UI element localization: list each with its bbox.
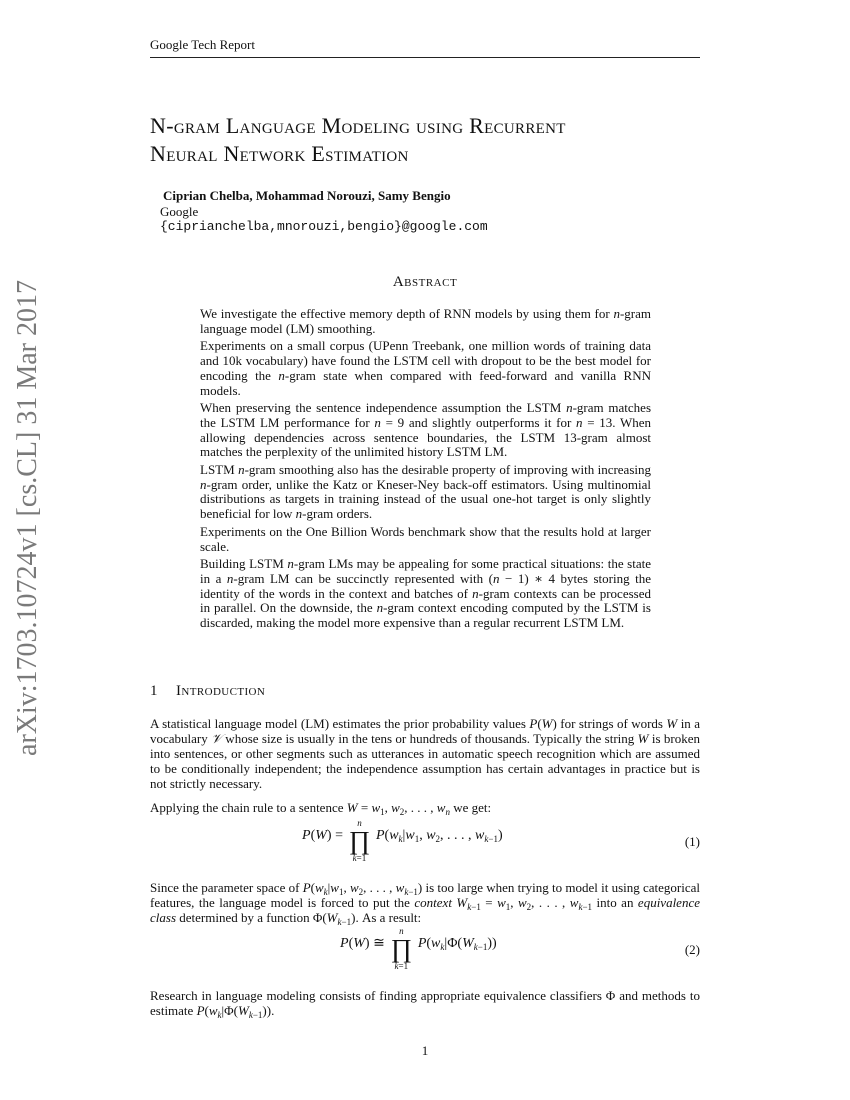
intro-paragraph-1: A statistical language model (LM) estimates the prior probability values P(W) for strings of words W in a vocabulary 𝒱 whose size is usually in the tens or hundreds of thousands. Typically the string W is broken into sentences, or other segments such as utterances in automatic speech recognition which are assumed to be conditionally independent; the independence assumption has certain advantages in practice but is not strictly necessary. [150,716,700,791]
abstract-heading: Abstract [392,274,458,290]
author-list: Ciprian Chelba, Mohammad Norouzi, Samy Bengio [163,188,451,203]
product-operator: n ∏ k=1 [348,818,371,863]
abstract-body [200,307,651,634]
page-number: 1 [421,1043,429,1058]
paper-title [150,112,710,168]
intro-paragraph-3: Since the parameter space of $P(w_k|w_1$, $w_2$, . . . , $w_{k-1}$) is too large when trying to model it using categorical features, the language model is forced to put the context $W_{k-1} = w_1$, $w_2$, . . . , $w_{k-1}$ into an equivalence class determined by a function $\Phi(W_{k-1})$. As a result: [150,880,701,927]
equation-2 [150,926,700,971]
section-number: 1 [150,683,158,699]
abstract-paragraph: We investigate the effective memory depth of RNN models by using them for n-gram language model (LM) smoothing. [200,306,651,336]
product-operator: n ∏ k=1 [390,926,413,971]
equation-1-expression: P(W) = n ∏ k=1 $P(w_k|w_1$, $w_2$, . . . , $w_{k-1}$) [302,818,503,863]
section-heading-introduction [150,683,265,700]
arxiv-stamp: arXiv:1703.10724v1 [cs.CL] 31 Mar 2017 [12,280,43,756]
title-line-2: Neural Network Estimation [150,141,409,166]
running-title: Google Tech Report [150,37,255,52]
equation-1-number: (1) [684,834,700,849]
equation-2-number: (2) [684,942,700,957]
abstract-paragraph: Building LSTM n-gram LMs may be appealing for some practical situations: the state in a n-gram LM can be succinctly represented with (n − 1) ∗ 4 bytes storing the identity of the words in the context and batches of n-gram contexts can be processed in parallel. On the downside, the n-gram context encoding computed by the LSTM is discarded, making the model more expensive than a regular recurrent LSTM LM. [200,556,652,631]
intro-paragraph-4: Research in language modeling consists of finding appropriate equivalence classifiers Φ and methods to estimate $P(w_k|\Phi(W_{k-1}))$. [150,988,700,1020]
equation-2-expression: P(W) ≅ n ∏ k=1 $P(w_k|\Phi(W_{k-1}))$ [340,926,497,971]
section-title: Introduction [176,683,266,699]
abstract-paragraph: Experiments on the One Billion Words benchmark show that the results hold at larger scale. [200,523,651,554]
equation-1 [150,818,700,863]
author-emails: {ciprianchelba,mnorouzi,bengio}@google.com [160,219,488,234]
affiliation: Google [160,204,199,219]
abstract-paragraph: LSTM n-gram smoothing also has the desirable property of improving with increasing n-gram order, unlike the Katz or Kneser-Ney back-off estimators. Using multinomial distributions as targets in training instead of the usual one-hot target is only slightly beneficial for low n-gram orders. [200,462,652,522]
running-header [150,37,700,58]
abstract-paragraph: When preserving the sentence independence assumption the LSTM n-gram matches the LSTM LM performance for n = 9 and slightly outperforms it for n = 13. When allowing dependencies across sentence boundaries, the LSTM 13-gram almost matches the perplexity of the unlimited history LSTM LM. [200,400,651,460]
abstract-paragraph: Experiments on a small corpus (UPenn Treebank, one million words of training data and 10k vocabulary) have found the LSTM cell with dropout to be the best model for encoding the n-gram state when compared with feed-forward and vanilla RNN models. [200,338,651,398]
title-line-1: N-gram Language Modeling using Recurrent [150,113,566,138]
intro-paragraph-2: Applying the chain rule to a sentence $W = w_1$, $w_2$, . . . , $w_n$ we get: [150,800,492,817]
